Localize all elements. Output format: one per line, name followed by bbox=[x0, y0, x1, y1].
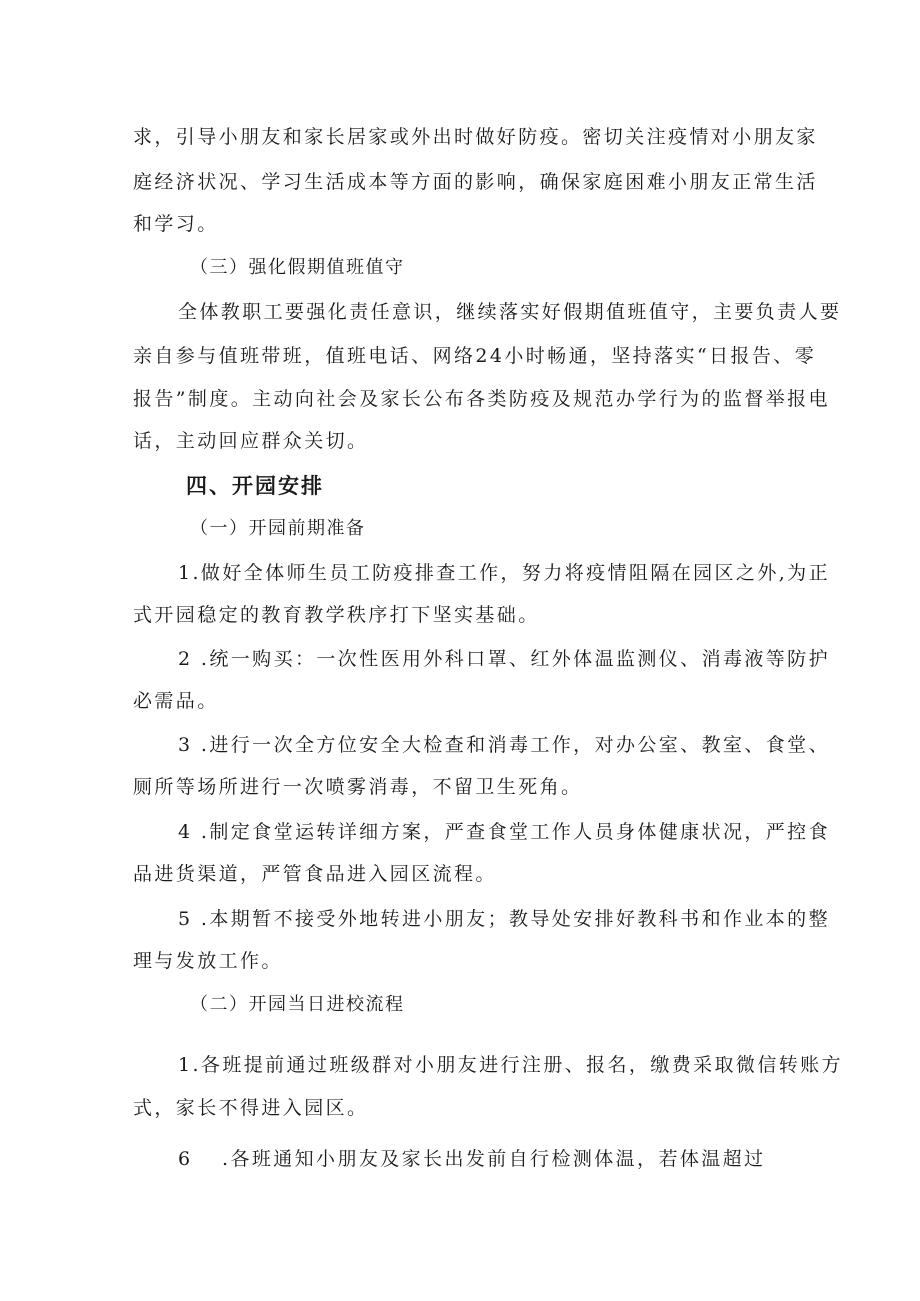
paragraph-line: 全体教职工要强化责任意识，继续落实好假期值班值守，主要负责人要 bbox=[178, 301, 842, 323]
paragraph-line: 报告”制度。主动向社会及家长公布各类防疫及规范办学行为的监督举报电 bbox=[133, 388, 830, 410]
list-item-line: 厕所等场所进行一次喷雾消毒，不留卫生死角。 bbox=[133, 776, 583, 798]
list-item-line: 4 .制定食堂运转详细方案，严查食堂工作人员身体健康状况，严控食 bbox=[178, 821, 830, 843]
subsection-heading: （三）强化假期值班值守 bbox=[190, 257, 405, 278]
list-item-line: 式开园稳定的教育教学秩序打下坚实基础。 bbox=[133, 604, 540, 626]
list-item-line: 5 .本期暂不接受外地转进小朋友；教导处安排好教科书和作业本的整 bbox=[178, 908, 830, 930]
section-heading: 四、开园安排 bbox=[186, 474, 324, 498]
list-item-line: 1.各班提前通过班级群对小朋友进行注册、报名，缴费采取微信转账方 bbox=[178, 1054, 843, 1076]
subsection-heading: （一）开园前期准备 bbox=[190, 518, 366, 539]
list-item-text: .各班通知小朋友及家长出发前自行检测体温，若体温超过 bbox=[222, 1148, 766, 1170]
list-item-line: 1.做好全体师生员工防疫排查工作，努力将疫情阻隔在园区之外,为正 bbox=[178, 562, 830, 584]
list-item-line: 2 .统一购买：一次性医用外科口罩、红外体温监测仪、消毒液等防护 bbox=[178, 648, 830, 670]
list-item-line: 3 .进行一次全方位安全大检查和消毒工作，对办公室、教室、食堂、 bbox=[178, 734, 830, 756]
subsection-heading: （二）开园当日进校流程 bbox=[190, 994, 405, 1015]
list-item-line: 必需品。 bbox=[133, 690, 219, 712]
paragraph-line: 求，引导小朋友和家长居家或外出时做好防疫。密切关注疫情对小朋友家 bbox=[133, 126, 818, 148]
paragraph-line: 庭经济状况、学习生活成本等方面的影响，确保家庭困难小朋友正常生活 bbox=[133, 171, 818, 193]
paragraph-line: 和学习。 bbox=[133, 213, 219, 235]
paragraph-line: 亲自参与值班带班，值班电话、网络24小时畅通，坚持落实“日报告、零 bbox=[133, 345, 817, 367]
list-item-line bbox=[178, 1147, 765, 1171]
list-item-line: 理与发放工作。 bbox=[133, 950, 283, 972]
list-item-line: 品进货渠道，严管食品进入园区流程。 bbox=[133, 863, 497, 885]
list-item-number: 6 bbox=[178, 1148, 193, 1170]
paragraph-line: 话，主动回应群众关切。 bbox=[133, 430, 369, 452]
list-item-line: 式，家长不得进入园区。 bbox=[133, 1097, 369, 1119]
